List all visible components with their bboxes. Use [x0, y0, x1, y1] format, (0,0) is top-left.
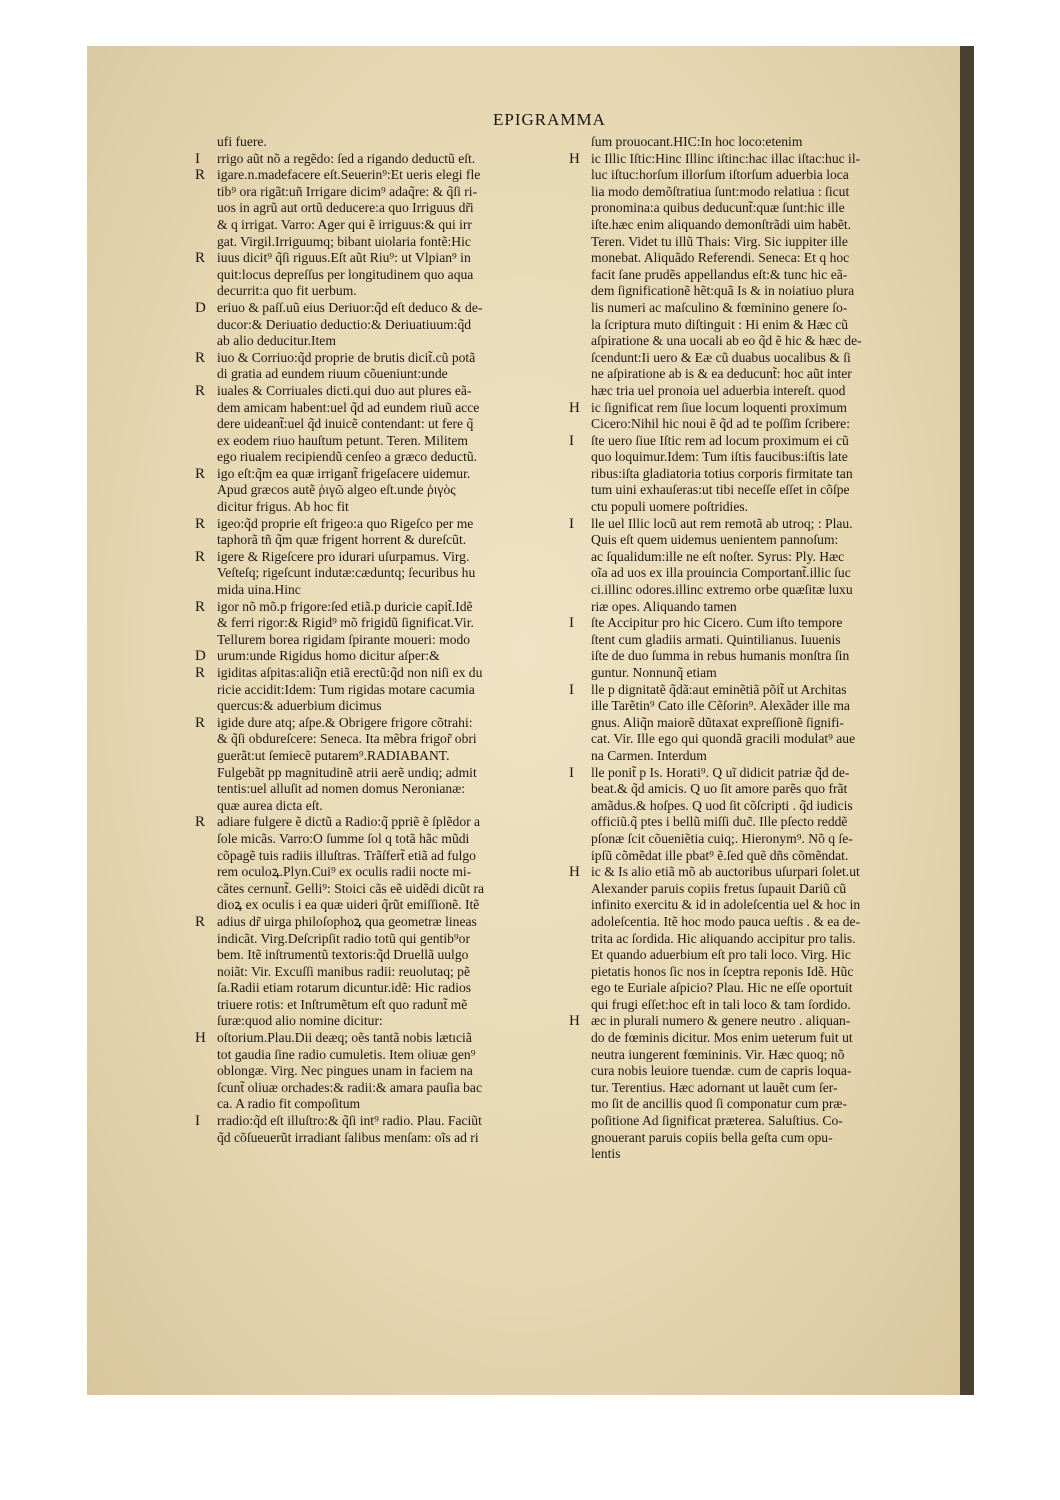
guide-letter: R: [195, 814, 206, 831]
text-line: [569, 781, 959, 798]
text-line: [569, 350, 959, 367]
text-line: [195, 516, 560, 533]
line-text: uos in agrũ aut ortũ deducere:a quo Irriguus dr̃i: [217, 200, 474, 216]
text-line: [569, 615, 959, 632]
line-text: ic ſignificat rem ſiue locum loquenti proximum: [591, 399, 847, 415]
text-line: [569, 433, 959, 450]
line-text: Et quando aduerbium eſt pro tali loco. Virg. Hic: [591, 947, 851, 963]
text-line: [195, 482, 560, 499]
line-text: & ferri rigor:& Rigid⁹ mõ frigidũ ſignificat.Vir.: [217, 615, 474, 631]
text-line: [569, 134, 959, 151]
line-text: iſte.hæc enim aliquando demonſtrãdi uim habẽt.: [591, 216, 852, 232]
text-line: [195, 366, 560, 383]
text-line: [569, 184, 959, 201]
running-head: EPIGRAMMA: [493, 110, 606, 129]
text-line: [195, 897, 560, 914]
text-line: [569, 980, 959, 997]
line-text: gnouerant paruis copiis bella geſta cum opu-: [591, 1129, 833, 1145]
text-line: [569, 416, 959, 433]
text-line: [195, 350, 560, 367]
text-line: [569, 449, 959, 466]
line-text: beat.& q̃d amicis. Q uo ſit amore parẽs quo frãt: [591, 781, 848, 797]
text-line: [569, 549, 959, 566]
guide-letter: I: [569, 432, 574, 449]
line-text: ab alio deducitur.Item: [217, 333, 336, 349]
line-text: igor nõ mõ.p frigore:ſed etiã.p duricie capit̃.Idẽ: [217, 598, 473, 614]
line-text: cura nobis leuiore tuendæ. cum de capris loqua-: [591, 1063, 852, 1079]
line-text: Fulgebãt pp magnitudinẽ atrii aerẽ undiq; admit: [217, 764, 477, 780]
line-text: igo eſt:q̃m ea quæ irrigant̃ frigeſacere uidemur.: [217, 465, 471, 481]
line-text: gnus. Aliq̃n maiorẽ dũtaxat expreſſionẽ ſignifi-: [591, 714, 844, 730]
text-line: [569, 1096, 959, 1113]
line-text: do de fœminis dicitur. Mos enim ueterum fuit ut: [591, 1030, 853, 1046]
text-line: [569, 814, 959, 831]
guide-letter: R: [195, 515, 206, 532]
text-line: [569, 964, 959, 981]
line-text: Teren. Videt tu illũ Thais: Virg. Sic iuppiter ille: [591, 233, 848, 249]
text-line: [195, 151, 560, 168]
text-line: [195, 317, 560, 334]
guide-letter: R: [195, 913, 206, 930]
line-text: rem oculoꝝ.Plyn.Cui⁹ ex oculis radii nocte mi-: [217, 864, 472, 880]
text-line: [195, 615, 560, 632]
text-line: [195, 499, 560, 516]
line-text: lle p dignitatẽ q̃dã:aut eminẽtiã põit̃ ut Architas: [591, 681, 847, 697]
text-line: [569, 234, 959, 251]
text-line: [569, 848, 959, 865]
text-line: [195, 931, 560, 948]
line-text: infinito exercitu & id in adoleſcentia uel & hoc in: [591, 897, 861, 913]
line-text: iuales & Corriuales dicti.qui duo aut plures eã-: [217, 382, 472, 398]
text-line: [569, 1030, 959, 1047]
line-text: poſitione Ad ſignificat præterea. Saluſtius. Co-: [591, 1113, 843, 1129]
text-line: [195, 781, 560, 798]
text-line: [569, 1146, 959, 1163]
text-line: [569, 798, 959, 815]
guide-letter: R: [195, 382, 206, 399]
text-line: [569, 151, 959, 168]
line-text: hæc tria uel pronoia uel aduerbia intereſt. quod: [591, 382, 846, 398]
text-line: [195, 748, 560, 765]
line-text: tib⁹ ora rigãt:uñ Irrigare dicim⁹ adaq̃re: & q̃ſi ri-: [217, 183, 478, 199]
line-text: rradio:q̃d eſt illuſtro:& q̃ſi int⁹ radio. Plau. Faciũt: [217, 1113, 482, 1129]
text-line: [195, 881, 560, 898]
line-text: rrigo aũt nõ a regẽdo: ſed a rigando deductũ eſt.: [217, 150, 476, 166]
text-line: [569, 200, 959, 217]
text-line: [195, 565, 560, 582]
text-line: [195, 1047, 560, 1064]
line-text: tum uini exhauſeras:ut tibi neceſſe eſſet in cõſpe: [591, 482, 850, 498]
line-text: ribus:iſta gladiatoria totius corporis firmitate tan: [591, 465, 853, 481]
text-line: [195, 167, 560, 184]
text-line: [569, 482, 959, 499]
line-text: ſtent cum gladiis armati. Quintilianus. Iuuenis: [591, 631, 841, 647]
text-line: [195, 267, 560, 284]
text-line: [195, 698, 560, 715]
text-line: [569, 648, 959, 665]
guide-letter: I: [569, 515, 574, 532]
text-line: [195, 848, 560, 865]
line-text: Quis eſt quem uidemus uenientem pannoſum:: [591, 532, 839, 548]
line-text: trita ac ſordida. Hic aliquando accipitur pro talis.: [591, 930, 856, 946]
text-line: [569, 765, 959, 782]
line-text: æc in plurali numero & genere neutro . aliquan-: [591, 1013, 851, 1029]
text-line: [195, 997, 560, 1014]
line-text: neutra iungerent fœmininis. Vir. Hæc quoq; nõ: [591, 1046, 845, 1062]
line-text: Veſteſq; rigeſcunt indutæ:cæduntq; ſecuribus hu: [217, 565, 476, 581]
line-text: q̃d cõſueuerũt irradiant ſalibus menſam: oĩs ad ri: [217, 1129, 479, 1145]
line-text: mida uina.Hinc: [217, 582, 301, 598]
line-text: riæ opes. Aliquando tamen: [591, 598, 737, 614]
text-line: [569, 997, 959, 1014]
line-text: mo ſit de ancillis quod ſi componatur cum præ-: [591, 1096, 847, 1112]
line-text: igeo:q̃d proprie eſt frigeo:a quo Rigeſco per me: [217, 515, 474, 531]
line-text: cõpagẽ tuis radiis illuſtras. Trãſfert̃ etiã ad fulgo: [217, 847, 476, 863]
text-line: [569, 1013, 959, 1030]
left-column: [195, 134, 560, 1146]
text-line: [195, 665, 560, 682]
text-line: [569, 682, 959, 699]
line-text: ſum prouocant.HIC:In hoc loco:etenim: [591, 134, 803, 149]
text-line: [195, 582, 560, 599]
line-text: ci.illinc odores.illinc extremo orbe quæſitæ luxu: [591, 582, 853, 598]
text-line: [195, 731, 560, 748]
line-text: ego te Euriale aſpicio? Plau. Hic ne eſſe oportuit: [591, 980, 853, 996]
text-line: [569, 1113, 959, 1130]
line-text: gat. Virgil.Irriguumq; bibant uiolaria fontẽ:Hic: [217, 233, 471, 249]
text-line: [195, 184, 560, 201]
line-text: eriuo & paſſ.uũ eius Deriuor:q̃d eſt deduco & de-: [217, 299, 483, 315]
line-text: urum:unde Rigidus homo dicitur aſper:&: [217, 648, 440, 664]
guide-letter: H: [569, 150, 580, 167]
line-text: adius dr̃ uirga philoſophoꝝ qua geometræ lineas: [217, 913, 477, 929]
line-text: iſte de duo ſumma in rebus humanis monſtra ſin: [591, 648, 850, 664]
text-line: [195, 648, 560, 665]
text-line: [569, 1047, 959, 1064]
line-text: indicãt. Virg.Deſcripſit radio totũ qui gentib⁹or: [217, 930, 470, 946]
text-line: [569, 267, 959, 284]
guide-letter: R: [195, 665, 206, 681]
line-text: lis numeri ac maſculino & fœminino genere ſo-: [591, 299, 848, 315]
text-line: [195, 715, 560, 732]
text-line: [569, 831, 959, 848]
line-text: iuus dicit⁹ q̃ſi riguus.Eſt aũt Riu⁹: ut Vlpian⁹ in: [217, 250, 471, 266]
line-text: iuo & Corriuo:q̃d proprie de brutis dicit̃.cũ potã: [217, 349, 476, 365]
line-text: di gratia ad eundem riuum cõueniunt:unde: [217, 366, 448, 382]
line-text: pſonæ ſcit cõueniẽtia cuiq;. Hieronym⁹. Nõ q ſe-: [591, 830, 853, 846]
line-text: ac ſqualidum:ille ne eſt noſter. Syrus: Ply. Hæc: [591, 548, 845, 564]
line-text: tentis:uel alluſit ad nomen domus Neronianæ:: [217, 781, 466, 797]
text-line: [195, 765, 560, 782]
text-line: [195, 1096, 560, 1113]
line-text: oſtorium.Plau.Dii deæq; oẽs tantã nobis lætıciã: [217, 1030, 472, 1046]
line-text: igide dure atq; aſpe.& Obrigere frigore cõtrahi:: [217, 714, 473, 730]
text-line: [195, 383, 560, 400]
line-text: dem ſignificationẽ hẽt:quã Is & in noiatiuo plura: [591, 283, 855, 299]
line-text: ſa.Radii etiam rotarum dicuntur.idẽ: Hic radios: [217, 980, 472, 996]
text-line: [195, 250, 560, 267]
guide-letter: D: [195, 299, 206, 316]
text-line: [569, 300, 959, 317]
line-text: Apud græcos autẽ ῥιγῶ algeo eſt.unde ῥιγὸς: [217, 482, 456, 498]
text-line: [569, 466, 959, 483]
line-text: igere & Rigeſcere pro idurari uſurpamus. Virg.: [217, 548, 470, 564]
line-text: na Carmen. Interdum: [591, 747, 707, 763]
line-text: dioꝝ ex oculis i ea quæ uideri q̃rũt emiſſionẽ. Itẽ: [217, 897, 480, 913]
text-line: [195, 864, 560, 881]
guide-letter: R: [195, 598, 206, 615]
line-text: & q̃ſi obdureſcere: Seneca. Ita mẽbra frigor̃ obri: [217, 731, 477, 747]
text-line: [195, 1063, 560, 1080]
line-text: Tellurem borea rigidam ſpirante moueri: modo: [217, 631, 471, 647]
line-text: taphorã tñ q̃m quæ frigent horrent & dureſcũt.: [217, 532, 467, 548]
guide-letter: I: [195, 150, 200, 167]
line-text: oĩa ad uos ex illa prouincia Comportant̃.illic ſuc: [591, 565, 851, 581]
line-text: triuere rotis: et Inſtrumẽtum eſt quo radunt̃ mẽ: [217, 996, 468, 1012]
guide-letter: H: [569, 399, 580, 416]
text-line: [195, 1113, 560, 1130]
line-text: ipſũ cõmẽdat ille pbat⁹ ẽ.ſed quẽ dñs cõmẽndat.: [591, 847, 849, 863]
text-line: [195, 1013, 560, 1030]
line-text: tur. Terentius. Hæc adornant ut lauẽt cum ſer-: [591, 1079, 838, 1095]
right-column: [569, 134, 959, 1163]
text-line: [195, 914, 560, 931]
guide-letter: R: [195, 167, 206, 184]
text-line: [569, 317, 959, 334]
line-text: & q irrigat. Varro: Ager qui ẽ irriguus:& qui irr: [217, 216, 472, 232]
text-line: [569, 665, 959, 682]
text-line: [195, 980, 560, 997]
line-text: officiũ.q̃ ptes i bellũ miſſi duc̃. Ille pſecto reddẽ: [591, 814, 848, 830]
text-line: [195, 599, 560, 616]
text-line: [195, 632, 560, 649]
text-line: [569, 333, 959, 350]
line-text: ic & Is alio etiã mõ ab auctoribus uſurpari ſolet.ut: [591, 864, 860, 880]
guide-letter: H: [569, 1013, 580, 1030]
text-line: [195, 1030, 560, 1047]
line-text: ex eodem riuo hauſtum petunt. Teren. Militem: [217, 432, 468, 448]
line-text: Alexander paruis copiis fretus ſupauit Dariũ cũ: [591, 880, 847, 896]
line-text: amãdus.& hoſpes. Q uod ſit cõſcripti . q̃d iudicis: [591, 797, 853, 813]
text-line: [569, 516, 959, 533]
line-text: lia modo demõſtratiua ſunt:modo relatiua : ſicut: [591, 183, 850, 199]
line-text: ille Tarẽtin⁹ Cato ille Cẽſorin⁹. Alexãder ille ma: [591, 698, 850, 714]
text-line: [569, 897, 959, 914]
line-text: qui frugi eſſet:hoc eſt in tali loco & tam ſordido.: [591, 996, 851, 1012]
text-line: [195, 134, 560, 151]
text-line: [569, 698, 959, 715]
line-text: ne aſpiratione ab is & ea deducunt̃: hoc aũt inter: [591, 366, 852, 382]
line-text: la ſcriptura muto diſtinguit : Hi enim & Hæc cũ: [591, 316, 849, 332]
guide-letter: R: [195, 349, 206, 366]
text-line: [569, 864, 959, 881]
line-text: cãtes cernunt̃. Gelli⁹: Stoici cãs eẽ uidẽdi dicũt ra: [217, 880, 485, 896]
text-line: [195, 466, 560, 483]
text-line: [569, 947, 959, 964]
line-text: ſte uero ſiue Iſtic rem ad locum proximum ei cũ: [591, 432, 849, 448]
guide-letter: H: [569, 864, 580, 881]
text-line: [569, 400, 959, 417]
line-text: dem amicam habent:uel q̃d ad eundem riuũ acce: [217, 399, 480, 415]
text-line: [195, 814, 560, 831]
book-page: [87, 46, 960, 1395]
text-line: [569, 881, 959, 898]
line-text: Cicero:Nihil hic noui ẽ q̃d ad te poſſim ſcribere:: [591, 416, 850, 432]
line-text: ic Illic Iſtic:Hinc Illinc iſtinc:hac illac iſtac:huc il-: [591, 150, 861, 166]
line-text: ego riualem recipiendũ cenſeo a græco deductũ.: [217, 449, 478, 465]
line-text: lle ponit̃ p Is. Horati⁹. Q uĩ didicit patriæ q̃d de-: [591, 764, 850, 780]
text-line: [569, 532, 959, 549]
text-line: [569, 632, 959, 649]
page-edge: [960, 46, 974, 1395]
line-text: oblongæ. Virg. Nec pingues unam in faciem na: [217, 1063, 473, 1079]
text-line: [569, 1063, 959, 1080]
text-line: [569, 250, 959, 267]
text-line: [195, 964, 560, 981]
text-line: [569, 582, 959, 599]
guide-letter: I: [569, 681, 574, 698]
line-text: ſuræ:quod alio nomine dicitur:: [217, 1013, 383, 1029]
text-line: [569, 914, 959, 931]
line-text: ſcunt̃ oliuæ orchades:& radii:& amara pauſia bac: [217, 1079, 482, 1095]
guide-letter: R: [195, 250, 206, 267]
guide-letter: D: [195, 648, 206, 665]
text-line: [195, 798, 560, 815]
line-text: dicitur frigus. Ab hoc fit: [217, 499, 349, 515]
line-text: dere uideant̃:uel q̃d inuicẽ contendant: ut fere q̃: [217, 416, 474, 432]
guide-letter: R: [195, 714, 206, 731]
scanned-page: [87, 46, 974, 1395]
text-line: [195, 234, 560, 251]
text-line: [195, 682, 560, 699]
text-line: [569, 931, 959, 948]
line-text: ducor:& Deriuatio deductio:& Deriuatiuum:q̃d: [217, 316, 472, 332]
line-text: monebat. Aliquãdo Referendi. Seneca: Et q hoc: [591, 250, 850, 266]
text-line: [569, 366, 959, 383]
line-text: bem. Itẽ inſtrumentũ textoris:q̃d Druellã uulgo: [217, 947, 469, 963]
text-line: [569, 1080, 959, 1097]
line-text: quæ aurea dicta eſt.: [217, 797, 323, 813]
line-text: adiare fulgere ẽ dictũ a Radio:q̃ ppriẽ ẽ ſplẽdor a: [217, 814, 481, 830]
line-text: pietatis honos ſic nos in ſceptra reponis Idẽ. Hũc: [591, 963, 854, 979]
text-line: [195, 333, 560, 350]
line-text: aſpiratione & una uocali ab eo q̃d ẽ hic & hæc de-: [591, 333, 862, 349]
text-line: [195, 1130, 560, 1147]
text-line: [195, 549, 560, 566]
line-text: lle uel Illic locũ aut rem remotã ab utroq; : Plau.: [591, 515, 853, 531]
text-line: [569, 1130, 959, 1147]
line-text: lentis: [591, 1146, 621, 1162]
text-line: [195, 217, 560, 234]
text-line: [569, 167, 959, 184]
guide-letter: I: [569, 615, 574, 632]
line-text: quo loquimur.Idem: Tum iſtis faucibus:iſtis late: [591, 449, 848, 465]
guide-letter: I: [195, 1113, 200, 1130]
line-text: guerãt:ut ſemiecẽ putarem⁹.RADIABANT.: [217, 747, 450, 763]
text-line: [569, 748, 959, 765]
text-line: [195, 947, 560, 964]
text-line: [569, 599, 959, 616]
text-line: [195, 1080, 560, 1097]
line-text: ufi fuere.: [217, 134, 267, 149]
text-line: [569, 383, 959, 400]
line-text: igiditas aſpitas:aliq̃n etiã erectũ:q̃d non niſi ex du: [217, 665, 483, 680]
line-text: noiãt: Vir. Excuſſi manibus radii: reuolutaq; pẽ: [217, 963, 471, 979]
line-text: tot gaudia ſine radio cumuletis. Item oliuæ gen⁹: [217, 1046, 476, 1062]
line-text: cat. Vir. Ille ego qui quondã gracili modulat⁹ aue: [591, 731, 856, 747]
line-text: facit ſane prudẽs appellandus eſt:& tunc hic eã-: [591, 266, 848, 282]
line-text: ſole micãs. Varro:O ſumme ſol q totã hãc mũdi: [217, 830, 470, 846]
guide-letter: I: [569, 764, 574, 781]
line-text: ricie accidit:Idem: Tum rigidas motare cacumia: [217, 681, 475, 697]
line-text: igare.n.madefacere eſt.Seuerin⁹:Et ueris elegi fle: [217, 167, 481, 183]
text-line: [569, 217, 959, 234]
line-text: adoleſcentia. Itẽ hoc modo pauca ueſtis . & ea de-: [591, 913, 861, 929]
text-line: [195, 449, 560, 466]
line-text: pronomina:a quibus deducunt̃:quæ ſunt:hic ille: [591, 200, 845, 216]
text-line: [569, 731, 959, 748]
text-line: [569, 283, 959, 300]
guide-letter: R: [195, 548, 206, 565]
text-line: [569, 565, 959, 582]
text-line: [195, 200, 560, 217]
text-line: [195, 433, 560, 450]
text-line: [195, 416, 560, 433]
text-line: [569, 715, 959, 732]
text-line: [569, 499, 959, 516]
text-line: [195, 532, 560, 549]
line-text: ſcendunt:Ii uero & Eæ cũ duabus uocalibus & ſi: [591, 349, 851, 365]
line-text: luc iſtuc:horſum illorſum iſtorſum aduerbia loca: [591, 167, 849, 183]
text-line: [195, 283, 560, 300]
text-line: [195, 831, 560, 848]
line-text: quercus:& aduerbium dicimus: [217, 698, 382, 714]
line-text: ca. A radio fit compoſitum: [217, 1096, 361, 1112]
line-text: ctu populi uomere poſtridies.: [591, 499, 749, 515]
line-text: quit:locus depreſſus per longitudinem quo aqua: [217, 266, 474, 282]
text-line: [195, 300, 560, 317]
line-text: guntur. Nonnunq̃ etiam: [591, 665, 717, 680]
guide-letter: H: [195, 1030, 206, 1047]
line-text: ſte Accipitur pro hic Cicero. Cum iſto tempore: [591, 615, 843, 631]
line-text: decurrit:a quo fit uerbum.: [217, 283, 357, 299]
guide-letter: R: [195, 465, 206, 482]
text-line: [195, 400, 560, 417]
